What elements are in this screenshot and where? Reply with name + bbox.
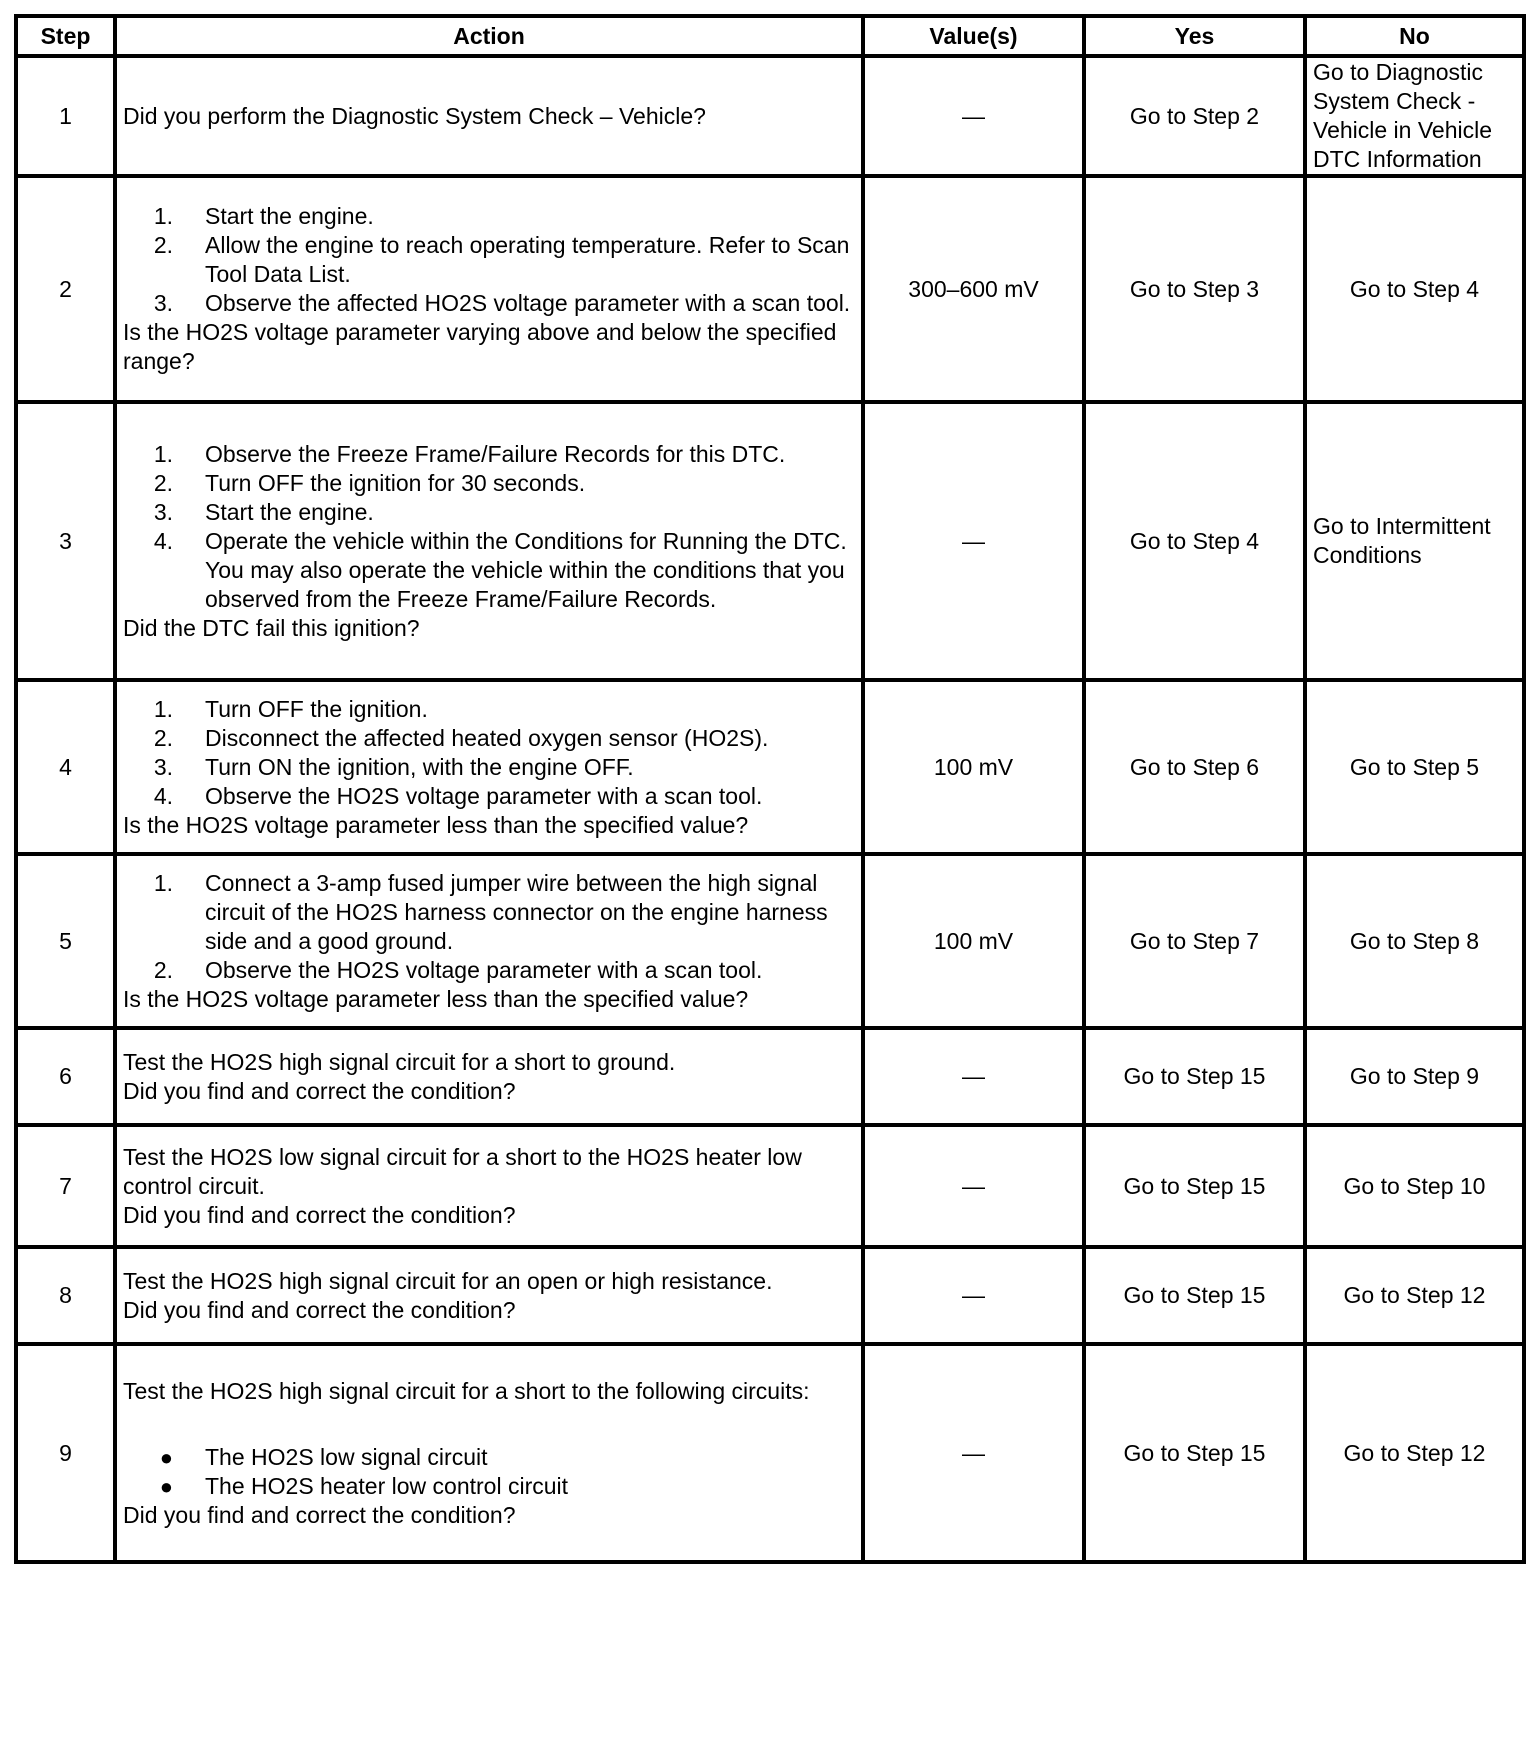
action-text: Test the HO2S high signal circuit for an open or high resistance.: [123, 1267, 773, 1294]
table-row: [16, 402, 1524, 680]
yes-link[interactable]: Go to Step 2: [1084, 56, 1305, 176]
no-link[interactable]: Go to Step 8: [1305, 854, 1524, 1028]
action-step: 4. Operate the vehicle within the Conditions for Running the DTC. You may also operate the vehicle within the conditions that you observed from the Freeze Frame/Failure Records.: [153, 527, 847, 612]
page: [14, 14, 1522, 1564]
table-row: [16, 56, 1524, 176]
action-question: Did you find and correct the condition?: [123, 1077, 516, 1104]
action-step: 4. Observe the HO2S voltage parameter with a scan tool.: [153, 782, 763, 809]
action-cell: [115, 854, 863, 1028]
header-row: [16, 16, 1524, 56]
action-question: Did you find and correct the condition?: [123, 1501, 516, 1528]
no-link[interactable]: Go to Step 5: [1305, 680, 1524, 854]
action-cell: [115, 56, 863, 176]
action-cell: [115, 680, 863, 854]
action-step: 1. Observe the Freeze Frame/Failure Records for this DTC.: [153, 440, 786, 467]
no-link[interactable]: Go to Intermittent Conditions: [1305, 402, 1524, 680]
table-row: [16, 176, 1524, 402]
action-steps: [123, 695, 855, 811]
action-step: 1. Start the engine.: [153, 203, 374, 229]
step-number: 6: [16, 1028, 115, 1125]
action-question: Did you find and correct the condition?: [123, 1201, 516, 1228]
action-question: Is the HO2S voltage parameter less than the specified value?: [123, 985, 749, 1012]
action-question: Did you find and correct the condition?: [123, 1296, 516, 1323]
action-cell: [115, 1344, 863, 1562]
action-step: 2. Turn OFF the ignition for 30 seconds.: [153, 469, 586, 496]
no-link[interactable]: Go to Step 9: [1305, 1028, 1524, 1125]
value-cell: —: [863, 1247, 1084, 1344]
action-text: Test the HO2S high signal circuit for a short to the following circuits:: [123, 1377, 810, 1404]
value-cell: —: [863, 402, 1084, 680]
action-cell: [115, 176, 863, 402]
no-link[interactable]: Go to Diagnostic System Check - Vehicle in Vehicle DTC Information: [1305, 56, 1524, 176]
action-steps: [123, 440, 855, 614]
step-number: 1: [16, 56, 115, 176]
yes-link[interactable]: Go to Step 7: [1084, 854, 1305, 1028]
action-cell: [115, 402, 863, 680]
value-cell: —: [863, 1125, 1084, 1247]
action-step: 1. Connect a 3-amp fused jumper wire between the high signal circuit of the HO2S harness connector on the engine harness side and a good ground.: [153, 869, 828, 954]
action-steps: [123, 202, 855, 318]
no-link[interactable]: Go to Step 10: [1305, 1125, 1524, 1247]
step-number: 9: [16, 1344, 115, 1562]
action-bullet: ● The HO2S low signal circuit: [159, 1443, 488, 1470]
step-number: 7: [16, 1125, 115, 1247]
no-link[interactable]: Go to Step 12: [1305, 1344, 1524, 1562]
value-cell: —: [863, 1344, 1084, 1562]
value-cell: 300–600 mV: [863, 176, 1084, 402]
step-number: 2: [16, 176, 115, 402]
action-question: Did the DTC fail this ignition?: [123, 614, 420, 641]
step-number: 3: [16, 402, 115, 680]
yes-link[interactable]: Go to Step 15: [1084, 1125, 1305, 1247]
header-action: Action: [115, 16, 863, 56]
table-row: [16, 1028, 1524, 1125]
header-no: No: [1305, 16, 1524, 56]
table-row: [16, 1125, 1524, 1247]
value-cell: —: [863, 56, 1084, 176]
header-yes: Yes: [1084, 16, 1305, 56]
no-link[interactable]: Go to Step 4: [1305, 176, 1524, 402]
yes-link[interactable]: Go to Step 15: [1084, 1247, 1305, 1344]
action-text: Test the HO2S low signal circuit for a short to the HO2S heater low control circuit.: [123, 1143, 802, 1199]
step-number: 8: [16, 1247, 115, 1344]
table-row: [16, 1344, 1524, 1562]
table-row: [16, 680, 1524, 854]
yes-link[interactable]: Go to Step 3: [1084, 176, 1305, 402]
header-step: Step: [16, 16, 115, 56]
action-step: 2. Allow the engine to reach operating temperature. Refer to Scan Tool Data List.: [153, 232, 850, 287]
value-cell: —: [863, 1028, 1084, 1125]
value-cell: 100 mV: [863, 854, 1084, 1028]
yes-link[interactable]: Go to Step 15: [1084, 1028, 1305, 1125]
action-step: 1. Turn OFF the ignition.: [153, 695, 428, 722]
yes-link[interactable]: Go to Step 15: [1084, 1344, 1305, 1562]
action-step: 3. Turn ON the ignition, with the engine OFF.: [153, 753, 634, 780]
action-cell: [115, 1247, 863, 1344]
table-row: [16, 854, 1524, 1028]
action-question: Is the HO2S voltage parameter varying above and below the specified range?: [123, 319, 837, 374]
action-step: 3. Observe the affected HO2S voltage parameter with a scan tool.: [153, 290, 851, 316]
diagnostic-table: [14, 14, 1526, 1564]
action-step: 2. Disconnect the affected heated oxygen sensor (HO2S).: [153, 724, 769, 751]
table-row: [16, 1247, 1524, 1344]
yes-link[interactable]: Go to Step 4: [1084, 402, 1305, 680]
step-number: 4: [16, 680, 115, 854]
action-cell: [115, 1125, 863, 1247]
header-values: Value(s): [863, 16, 1084, 56]
value-cell: 100 mV: [863, 680, 1084, 854]
action-steps: [123, 869, 855, 985]
action-step: 3. Start the engine.: [153, 498, 374, 525]
no-link[interactable]: Go to Step 12: [1305, 1247, 1524, 1344]
action-text: Did you perform the Diagnostic System Check – Vehicle?: [123, 102, 706, 129]
action-bullet: ● The HO2S heater low control circuit: [159, 1472, 569, 1499]
yes-link[interactable]: Go to Step 6: [1084, 680, 1305, 854]
action-question: Is the HO2S voltage parameter less than the specified value?: [123, 811, 749, 838]
action-text: Test the HO2S high signal circuit for a short to ground.: [123, 1048, 676, 1075]
action-bullets: [123, 1443, 855, 1501]
step-number: 5: [16, 854, 115, 1028]
action-cell: [115, 1028, 863, 1125]
action-step: 2. Observe the HO2S voltage parameter with a scan tool.: [153, 956, 763, 983]
